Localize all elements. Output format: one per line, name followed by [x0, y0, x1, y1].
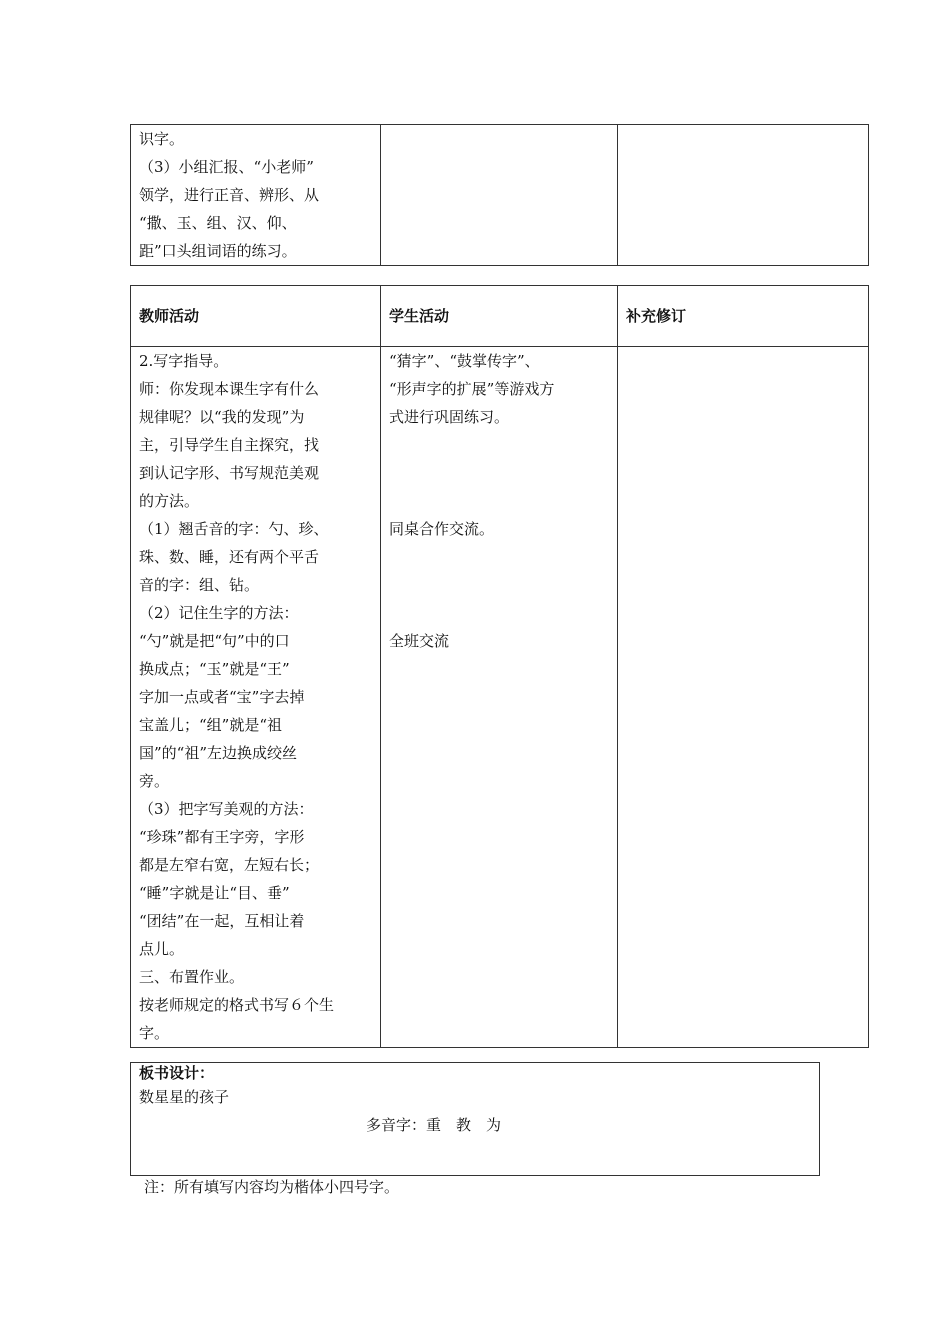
- text-line: 字。: [139, 1024, 170, 1042]
- header-revision: 补充修订: [618, 286, 869, 347]
- text-line: 主，引导学生自主探究，找: [139, 436, 320, 454]
- student-activity-cell: [381, 125, 618, 266]
- text-line: 式进行巩固练习。: [389, 408, 510, 426]
- text-line: 宝盖儿；“组”就是“祖: [139, 716, 283, 734]
- text-line: 距”口头组词语的练习。: [139, 242, 297, 260]
- header-student-activity: 学生活动: [381, 286, 618, 347]
- polyphone-line: 多音字：重 教 为: [366, 1116, 502, 1134]
- text-line: 国”的“祖”左边换成绞丝: [139, 744, 298, 762]
- text-line: 2.写字指导。: [139, 352, 229, 370]
- text-line: 三、布置作业。: [139, 968, 245, 986]
- teacher-activity-cell: [131, 125, 381, 266]
- teacher-activity-cell: [131, 347, 381, 1048]
- header-teacher-activity: 教师活动: [131, 286, 381, 347]
- text-line: （2）记住生字的方法：: [139, 604, 299, 622]
- text-line: “珍珠”都有王字旁，字形: [139, 828, 305, 846]
- table-row: [131, 347, 869, 1048]
- text-line: 全班交流: [389, 632, 450, 650]
- board-design-table: [130, 1062, 820, 1176]
- text-line: “团结”在一起，互相让着: [139, 912, 305, 930]
- text-line: 到认记字形、书写规范美观: [139, 464, 320, 482]
- revision-cell: [618, 125, 869, 266]
- text-line: “撒、玉、组、汉、仰、: [139, 214, 297, 232]
- lesson-table-continued: [130, 124, 869, 266]
- text-line: 音的字：组、钻。: [139, 576, 260, 594]
- text-line: （1）翘舌音的字：勺、珍、: [139, 520, 329, 538]
- text-line: “睡”字就是让“目、垂”: [139, 884, 290, 902]
- text-line: （3）小组汇报、“小老师”: [139, 158, 314, 176]
- board-design-label: 板书设计：: [139, 1064, 215, 1082]
- text-line: 师：你发现本课生字有什么: [139, 380, 320, 398]
- text-line: 珠、数、睡，还有两个平舌: [139, 548, 320, 566]
- lesson-table: [130, 285, 869, 1048]
- text-line: “猜字”、“鼓掌传字”、: [389, 352, 540, 370]
- text-line: 识字。: [139, 130, 185, 148]
- text-line: 按老师规定的格式书写６个生: [139, 996, 335, 1014]
- text-line: 换成点；“玉”就是“王”: [139, 660, 290, 678]
- text-line: 同桌合作交流。: [389, 520, 495, 538]
- text-line: 字加一点或者“宝”字去掉: [139, 688, 305, 706]
- board-title: 数星星的孩子: [139, 1088, 230, 1106]
- text-line: “勺”就是把“句”中的口: [139, 632, 290, 650]
- text-line: （3）把字写美观的方法：: [139, 800, 314, 818]
- text-line: 的方法。: [139, 492, 200, 510]
- text-line: 点儿。: [139, 940, 185, 958]
- text-line: 都是左窄右宽，左短右长；: [139, 856, 320, 874]
- text-line: 领学，进行正音、辨形、从: [139, 186, 320, 204]
- text-line: 规律呢？以“我的发现”为: [139, 408, 305, 426]
- student-activity-cell: [381, 347, 618, 1048]
- footnote: 注：所有填写内容均为楷体小四号字。: [144, 1178, 400, 1196]
- text-line: “形声字的扩展”等游戏方: [389, 380, 555, 398]
- revision-cell: [618, 347, 869, 1048]
- board-design-cell: [131, 1063, 820, 1176]
- table-header-row: [131, 286, 869, 347]
- text-line: 旁。: [139, 772, 170, 790]
